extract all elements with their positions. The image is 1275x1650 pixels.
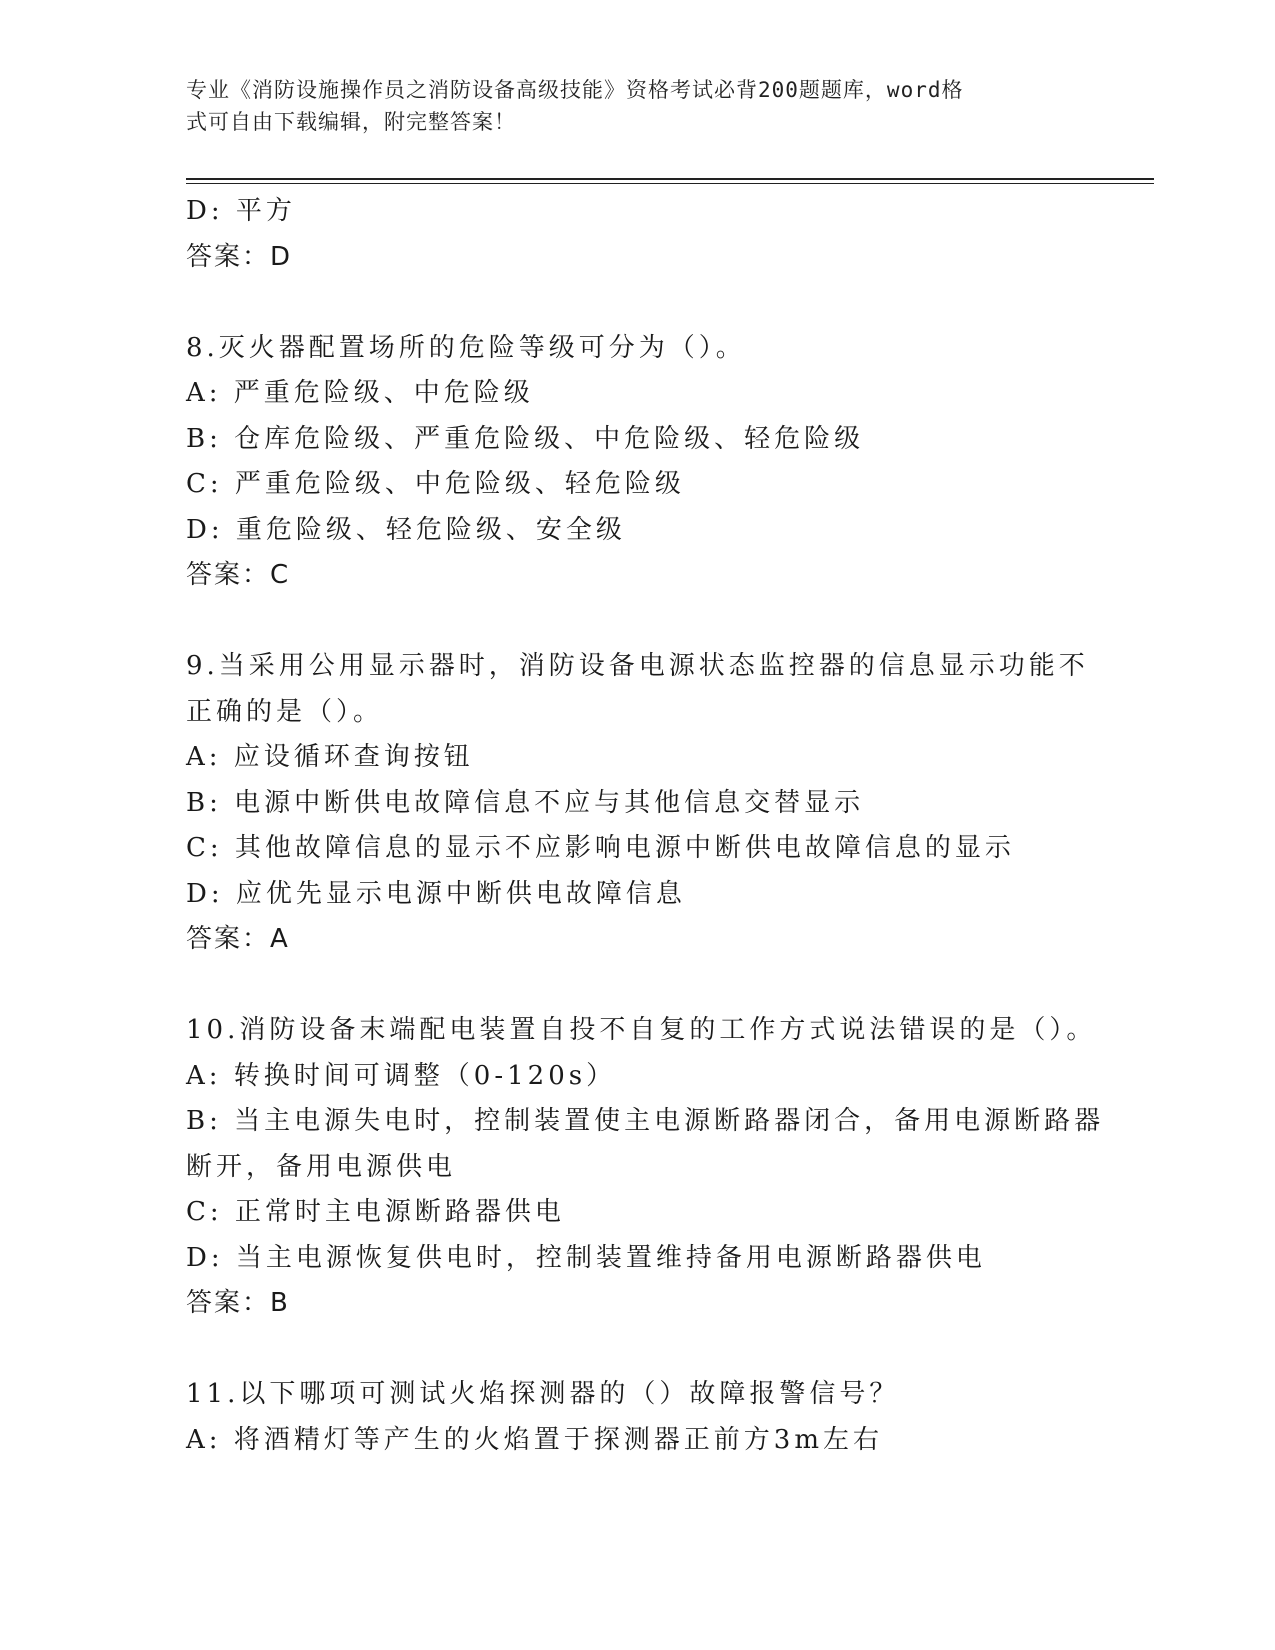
- question-7-tail: [186, 189, 1086, 280]
- spacer: [186, 963, 1086, 1009]
- option-a: A: 应设循环查询按钮: [186, 742, 474, 772]
- question-stem: 11.以下哪项可测试火焰探测器的（）故障报警信号？: [186, 1379, 900, 1409]
- option-d: D: 重危险级、轻危险级、安全级: [186, 514, 626, 545]
- header-line-2: 式可自由下载编辑，附完整答案！: [186, 110, 516, 134]
- option-b-continued: 断开，备用电源供电: [186, 1151, 457, 1182]
- question-stem-continued: 正确的是（）。: [186, 696, 384, 727]
- question-10: [186, 1008, 1105, 1327]
- option-d: D: 平方: [186, 196, 296, 226]
- option-b: B: 当主电源失电时，控制装置使主电源断路器闭合，备用电源断路器: [186, 1106, 1105, 1136]
- spacer: [186, 1327, 1086, 1373]
- answer-line: 答案：A: [186, 924, 290, 954]
- option-b: B: 电源中断供电故障信息不应与其他信息交替显示: [186, 787, 865, 818]
- option-d: D: 当主电源恢复供电时，控制装置维持备用电源断路器供电: [186, 1242, 986, 1273]
- option-b: B: 仓库危险级、严重危险级、中危险级、轻危险级: [186, 423, 865, 454]
- question-11: [186, 1372, 1086, 1463]
- option-c: C: 正常时主电源断路器供电: [186, 1197, 565, 1227]
- answer-line: 答案：C: [186, 560, 291, 590]
- question-stem: 10.消防设备末端配电装置自投不自复的工作方式说法错误的是（）。: [186, 1015, 1097, 1045]
- option-d: D: 应优先显示电源中断供电故障信息: [186, 878, 686, 909]
- question-9: [186, 644, 1089, 963]
- answer-line: 答案：B: [186, 1288, 290, 1318]
- header-divider-thin: [186, 183, 1154, 184]
- option-c: C: 其他故障信息的显示不应影响电源中断供电故障信息的显示: [186, 833, 1015, 863]
- spacer: [186, 599, 1086, 645]
- question-list: [186, 189, 1105, 1463]
- document-header: [186, 74, 1066, 138]
- option-c: C: 严重危险级、中危险级、轻危险级: [186, 469, 685, 499]
- question-stem: 8.灭火器配置场所的危险等级可分为（）。: [186, 332, 746, 363]
- answer-line: 答案：D: [186, 241, 293, 272]
- option-a: A: 转换时间可调整（0-120s）: [186, 1060, 617, 1091]
- question-8: [186, 326, 1086, 599]
- header-divider: [186, 178, 1154, 180]
- option-a: A: 将酒精灯等产生的火焰置于探测器正前方3m左右: [186, 1424, 883, 1455]
- option-a: A: 严重危险级、中危险级: [186, 378, 534, 408]
- header-line-1: 专业《消防设施操作员之消防设备高级技能》资格考试必背200题题库，word格: [186, 78, 964, 102]
- question-stem: 9.当采用公用显示器时，消防设备电源状态监控器的信息显示功能不: [186, 651, 1089, 681]
- spacer: [186, 280, 1086, 326]
